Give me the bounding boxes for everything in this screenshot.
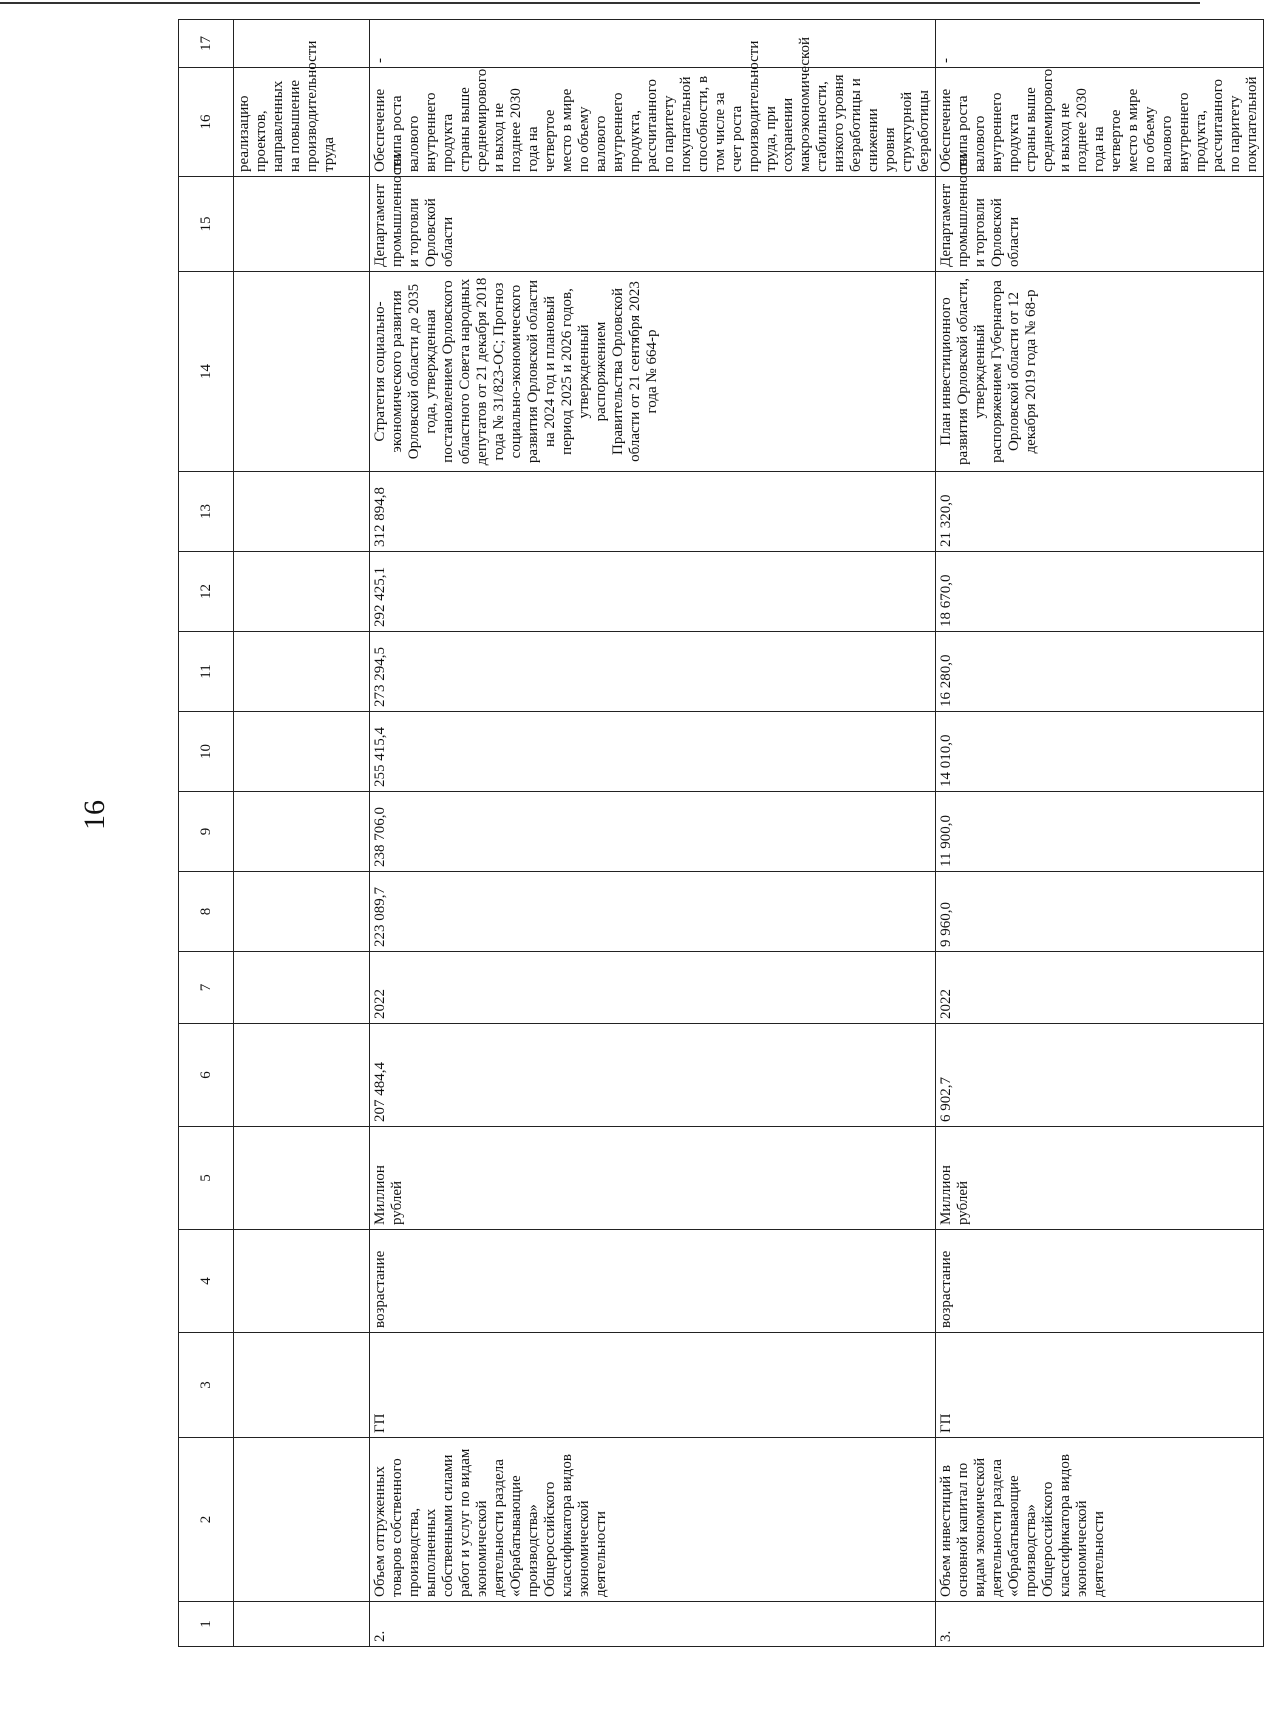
header-cell: 13 [179,472,234,552]
cell-value: 21 320,0 [936,472,1264,552]
header-cell: 5 [179,1127,234,1230]
cell-value: 238 706,0 [370,792,936,872]
cell-goal: Обеспечение темпа роста валового внутреннего продукта страны выше среднемирового и выход не позднее 2030 года на четвертое место в мире по объему валового внутреннего продукта, рассчитанного по паритету покупательной [936,68,1264,177]
header-cell: 12 [179,552,234,632]
cell-document: Стратегия социально-экономического развития Орловской области до 2035 года, утвержденная постановлением Орловского областного Совета народных депутатов от 21 декабря 2018 года № 31/823-ОС; Прогноз социально-экономического развития Орловской области на 2024 год и плановый период 2025 и 2026 годов, утвержденный распоряжением Правительства Орловской области от 21 сентября 2023 года № 664-р [370,272,936,472]
cell-value [234,472,370,552]
cell-unit: Миллион рублей [370,1127,936,1230]
cell-level [234,1333,370,1438]
header-cell: 2 [179,1438,234,1602]
indicators-table [178,19,1264,1647]
cell-goal: Обеспечение темпа роста валового внутреннего продукта страны выше среднемирового и выход не позднее 2030 года на четвертое место в мире по объему валового внутреннего продукта, рассчитанного по паритету покупательной способности, в том числе за счет роста производительности труда, при сохранении макроэкономической стабильности, низкого уровня безработицы и снижении уровня структурной безработицы [370,68,936,177]
cell-value: 16 280,0 [936,632,1264,712]
header-cell: 9 [179,792,234,872]
page-number: 16 [78,800,111,830]
header-cell: 16 [179,68,234,177]
table-row [370,20,936,1647]
cell-value: 273 294,5 [370,632,936,712]
cell-unit: Миллион рублей [936,1127,1264,1230]
cell-base-year [234,952,370,1024]
header-row [179,20,234,1647]
header-cell: 1 [179,1602,234,1647]
header-cell: 10 [179,712,234,792]
header-cell: 17 [179,20,234,68]
cell-value: 9 960,0 [936,872,1264,952]
cell-base-value [234,1024,370,1127]
cell-goal: реализацию проектов, направленных на повышение производительности труда [234,68,370,177]
table-row [936,20,1264,1647]
header-cell: 8 [179,872,234,952]
cell-value [234,792,370,872]
cell-document [234,272,370,472]
cell-base-year: 2022 [936,952,1264,1024]
cell-number [234,1602,370,1647]
cell-value: 255 415,4 [370,712,936,792]
cell-responsible: Департамент промышленности и торговли Орловской области [936,177,1264,272]
cell-number: 3. [936,1602,1264,1647]
header-cell: 14 [179,272,234,472]
cell-value [234,712,370,792]
cell-number: 2. [370,1602,936,1647]
header-cell: 15 [179,177,234,272]
table-row [234,20,370,1647]
top-border-line [0,2,1200,4]
cell-info: - [370,20,936,68]
cell-level: ГП [936,1333,1264,1438]
header-cell: 3 [179,1333,234,1438]
cell-value [234,632,370,712]
header-cell: 6 [179,1024,234,1127]
header-cell: 4 [179,1230,234,1333]
cell-responsible: Департамент промышленности и торговли Орловской области [370,177,936,272]
cell-base-year: 2022 [370,952,936,1024]
cell-indicator-name: Объем отгруженных товаров собственного производства, выполненных собственными силами работ и услуг по видам экономической деятельности раздела «Обрабатывающие производства» Общероссийского классификатора видов экономической деятельности [370,1438,936,1602]
rotated-table-container [178,20,1260,1647]
cell-value [234,872,370,952]
cell-value: 11 900,0 [936,792,1264,872]
cell-value: 18 670,0 [936,552,1264,632]
cell-base-value: 207 484,4 [370,1024,936,1127]
cell-indicator-name: Объем инвестиций в основной капитал по видам экономической деятельности раздела «Обрабатывающие производства» Общероссийского классификатора видов экономической деятельности [936,1438,1264,1602]
cell-info [234,20,370,68]
cell-trend [234,1230,370,1333]
cell-trend: возрастание [936,1230,1264,1333]
cell-base-value: 6 902,7 [936,1024,1264,1127]
cell-unit [234,1127,370,1230]
cell-level: ГП [370,1333,936,1438]
cell-value: 14 010,0 [936,712,1264,792]
cell-value: 223 089,7 [370,872,936,952]
cell-value: 312 894,8 [370,472,936,552]
cell-value [234,552,370,632]
cell-document: План инвестиционного развития Орловской области, утвержденный распоряжением Губернатора Орловской области от 12 декабря 2019 года № 68-р [936,272,1264,472]
cell-value: 292 425,1 [370,552,936,632]
cell-info: - [936,20,1264,68]
header-cell: 7 [179,952,234,1024]
cell-responsible [234,177,370,272]
header-cell: 11 [179,632,234,712]
cell-indicator-name [234,1438,370,1602]
cell-trend: возрастание [370,1230,936,1333]
